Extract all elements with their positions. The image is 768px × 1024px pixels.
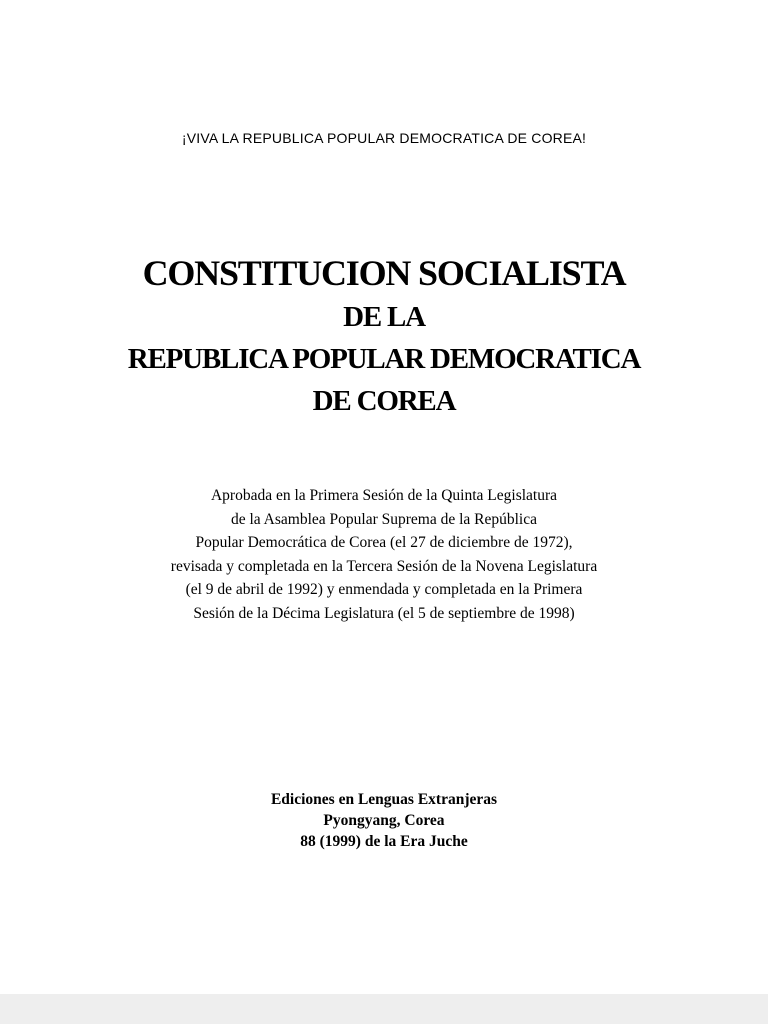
approval-line: (el 9 de abril de 1992) y enmendada y completada en la Primera [185, 581, 583, 599]
approval-line: Aprobada en la Primera Sesión de la Quinta Legislatura [210, 487, 558, 504]
approval-line: revisada y completada en la Tercera Sesión de la Novena Legislatura [170, 557, 598, 575]
publisher-block [0, 789, 768, 852]
document-title [0, 250, 768, 422]
publisher-line: Pyongyang, Corea [323, 812, 445, 829]
approval-line: Sesión de la Décima Legislatura (el 5 de septiembre de 1998) [193, 604, 575, 622]
approval-line: Popular Democrática de Corea (el 27 de diciembre de 1972), [195, 534, 573, 552]
approval-text [0, 484, 768, 626]
publisher-line: 88 (1999) de la Era Juche [300, 833, 468, 850]
title-line: CONSTITUCION SOCIALISTA [142, 253, 626, 293]
publisher-line: Ediciones en Lenguas Extranjeras [270, 791, 498, 808]
title-line: DE COREA [312, 385, 456, 417]
viewer-bottom-strip [0, 994, 768, 1024]
approval-line: de la Asamblea Popular Suprema de la República [230, 510, 538, 528]
slogan: ¡VIVA LA REPUBLICA POPULAR DEMOCRATICA DE COREA! [181, 130, 587, 146]
title-line: DE LA [343, 301, 425, 333]
title-line: REPUBLICA POPULAR DEMOCRATICA [127, 343, 641, 375]
